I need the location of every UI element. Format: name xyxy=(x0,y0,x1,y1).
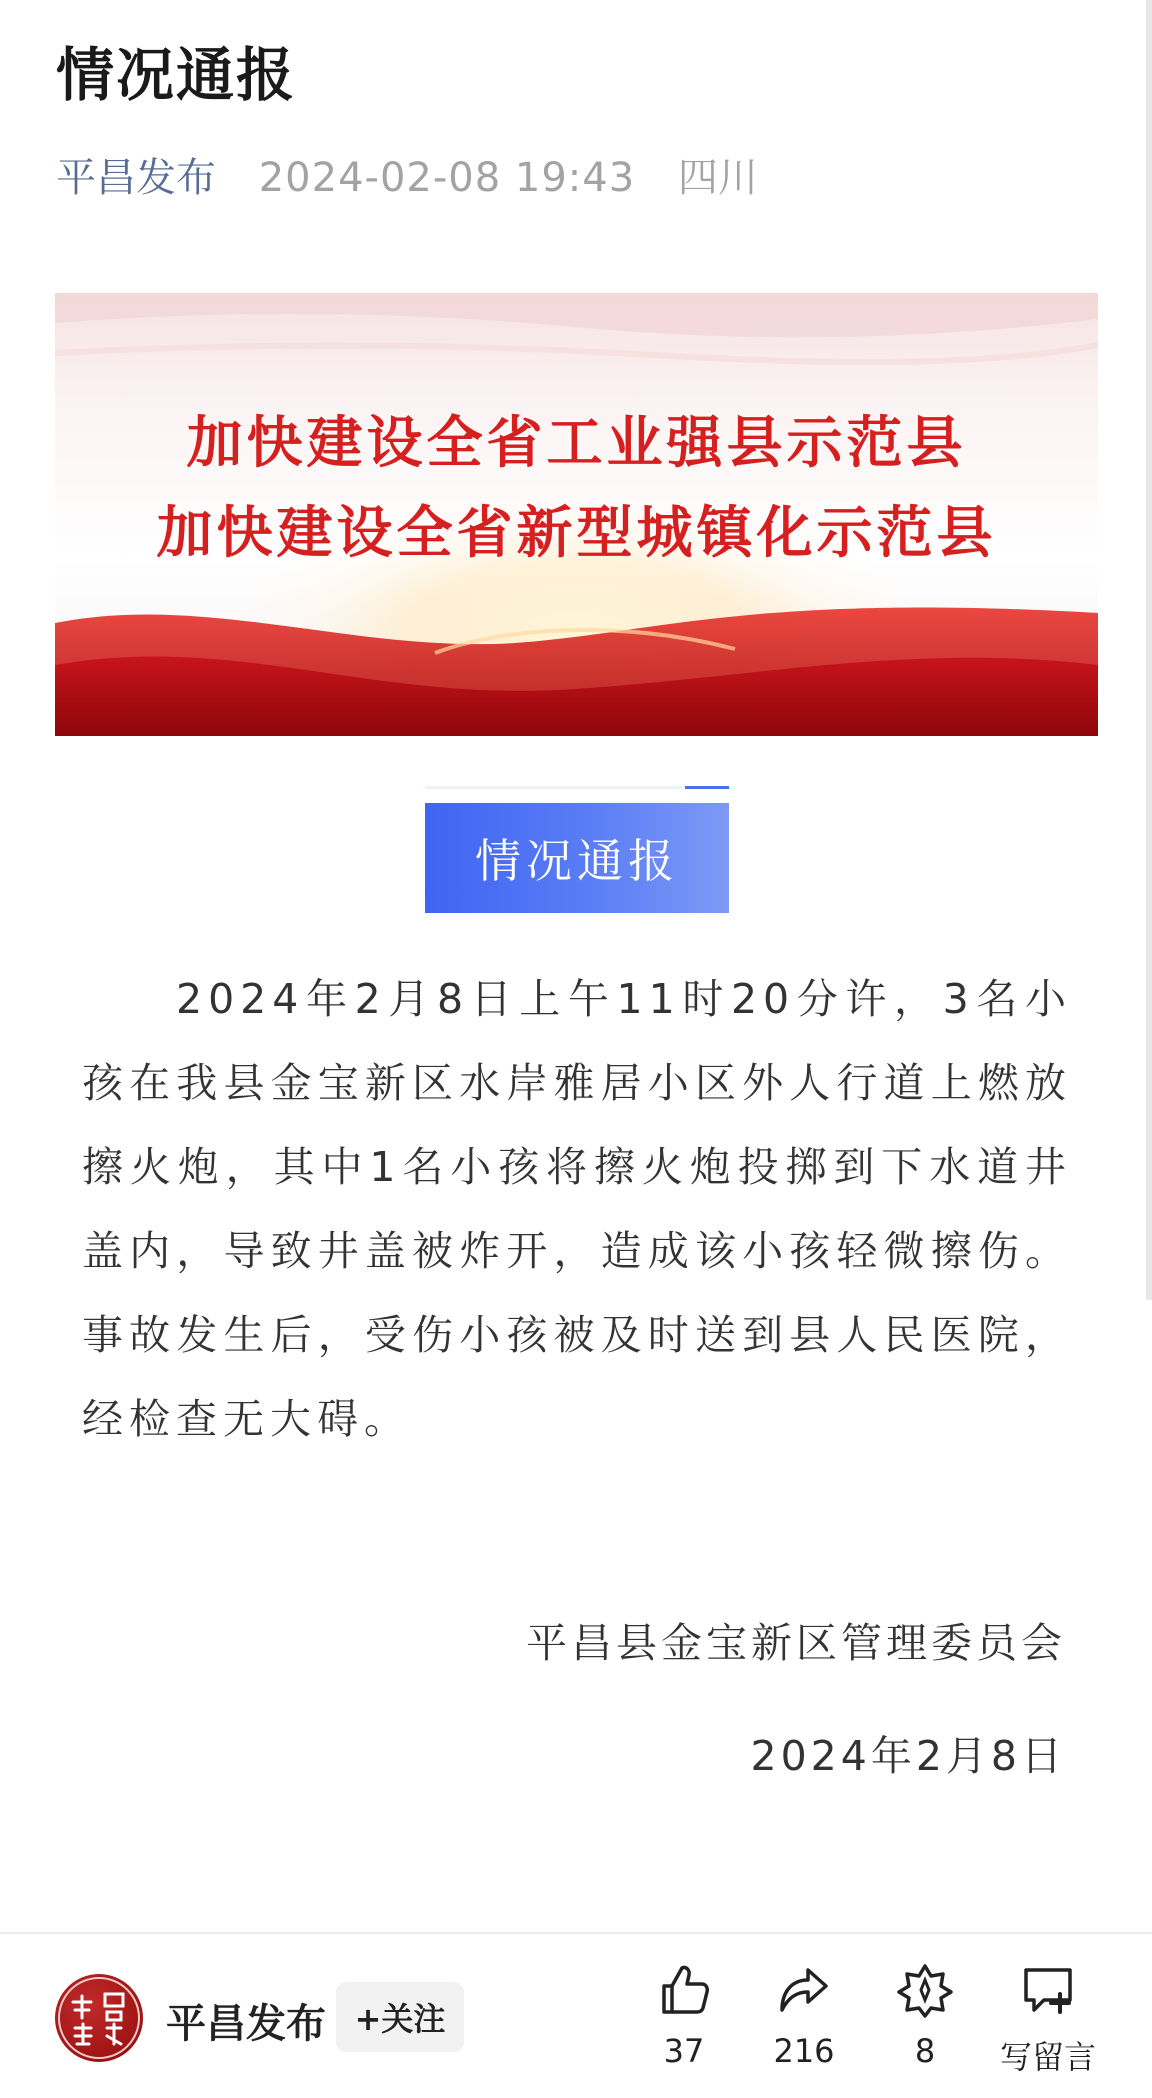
share-arrow-icon xyxy=(776,1962,832,2018)
write-comment-label: 写留言 xyxy=(999,2038,1096,2076)
like-count: 37 xyxy=(663,2032,705,2070)
follow-button[interactable]: +关注 xyxy=(336,1982,464,2052)
banner-image xyxy=(55,293,1098,736)
account-avatar[interactable] xyxy=(55,1974,143,2062)
banner-slogan-2: 加快建设全省新型城镇化示范县 xyxy=(156,500,997,566)
publish-time: 2024-02-08 19:43 xyxy=(258,155,636,201)
star-badge-icon xyxy=(897,1962,953,2018)
share-count: 216 xyxy=(773,2032,835,2070)
wow-button[interactable] xyxy=(865,1962,985,2082)
seal-logo-icon xyxy=(55,1974,143,2062)
article-body-paragraph: 2024年2月8日上午11时20分许，3名小孩在我县金宝新区水岸雅居小区外人行道上燃放擦火炮，其中1名小孩将擦火炮投掷到下水道井盖内，导致井盖被炸开，造成该小孩轻微擦伤。事故发生后，受伤小孩被及时送到县人民医院，经检查无大碍。 xyxy=(82,975,1072,1443)
signature-date: 2024年2月8日 xyxy=(750,1732,1066,1780)
signature-organization: 平昌县金宝新区管理委员会 xyxy=(526,1619,1066,1667)
scroll-indicator[interactable] xyxy=(1146,0,1152,1300)
article-title: 情况通报 xyxy=(56,41,297,109)
banner-slogan-1: 加快建设全省工业强县示范县 xyxy=(186,410,967,476)
article-meta xyxy=(56,146,758,203)
section-divider-accent xyxy=(685,786,729,789)
share-button[interactable] xyxy=(744,1962,864,2082)
comment-add-icon xyxy=(1020,1962,1076,2018)
write-comment-button[interactable] xyxy=(988,1962,1108,2082)
section-divider xyxy=(425,786,685,789)
section-heading xyxy=(425,786,729,913)
wow-count: 8 xyxy=(914,2032,936,2070)
section-heading-label: 情况通报 xyxy=(425,803,729,913)
publish-location: 四川 xyxy=(677,155,758,201)
author-link[interactable]: 平昌发布 xyxy=(56,155,216,201)
thumbs-up-icon xyxy=(656,1962,712,2018)
account-name[interactable]: 平昌发布 xyxy=(166,2001,326,2047)
bottom-action-bar xyxy=(0,1932,1152,2098)
like-button[interactable] xyxy=(624,1962,744,2082)
